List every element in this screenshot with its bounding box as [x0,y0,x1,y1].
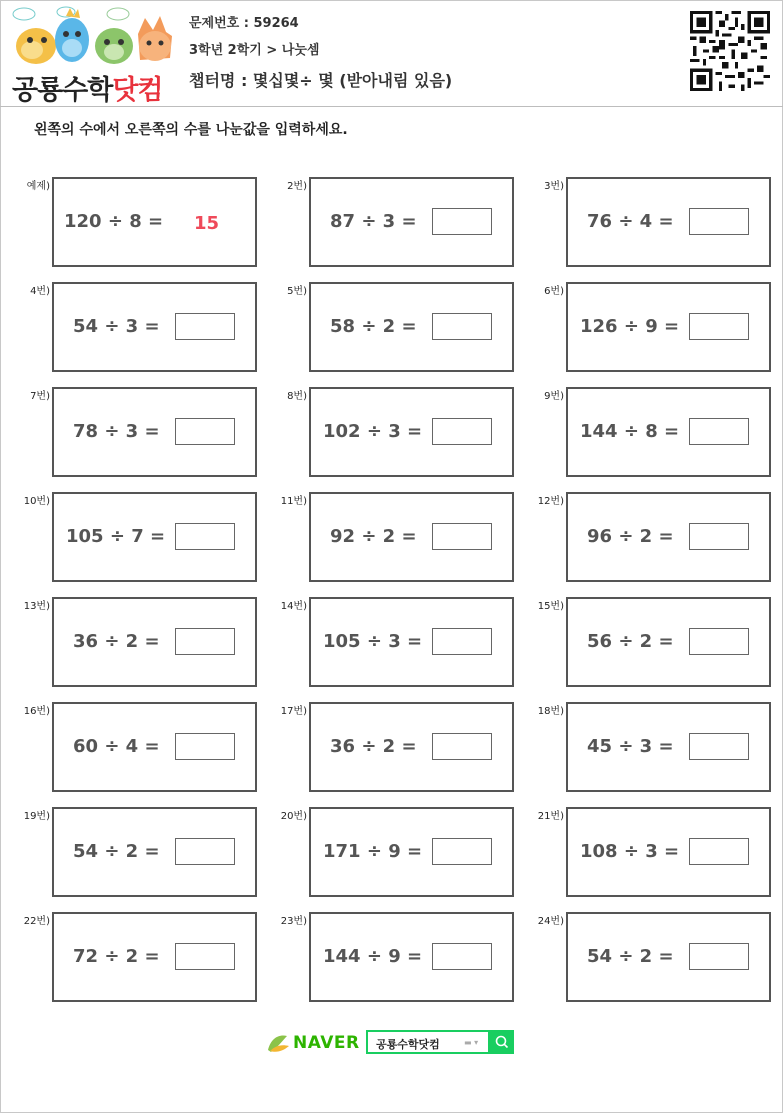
problem-label: 10번) [23,496,50,507]
problem-box [52,492,257,582]
problem-box [566,492,771,582]
problem-card [287,282,514,372]
problem-expression: 72 ÷ 2 = [73,946,160,967]
answer-input[interactable] [432,313,492,340]
logo-text: 공룡수학닷컴 [12,75,163,106]
problem-expression: 144 ÷ 9 = [323,946,423,967]
problem-box [566,807,771,897]
problem-label: 17번) [280,706,307,717]
problem-number: 문제번호 : 59264 [189,16,299,31]
problem-label: 20번) [280,811,307,822]
answer-input[interactable] [689,628,749,655]
problem-card [30,282,257,372]
problem-card [23,702,257,792]
problem-expression: 120 ÷ 8 = [64,211,164,232]
answer-input[interactable] [689,523,749,550]
problem-box [309,597,514,687]
problem-box [52,387,257,477]
problem-label: 13번) [23,601,50,612]
dinosaur-mascots-icon [10,6,175,68]
problem-box [566,282,771,372]
answer-input[interactable] [689,838,749,865]
answer-input[interactable] [432,733,492,760]
problem-expression: 54 ÷ 2 = [73,841,160,862]
problem-label: 예제) [26,181,50,192]
problem-expression: 96 ÷ 2 = [587,526,674,547]
answer-input[interactable] [432,628,492,655]
answer-input[interactable] [175,838,235,865]
search-value: 공룡수학닷컴 [376,1038,440,1051]
problem-box [52,282,257,372]
problem-expression: 45 ÷ 3 = [587,736,674,757]
problem-box [52,177,257,267]
problem-card [287,387,514,477]
problem-expression: 105 ÷ 7 = [66,526,166,547]
problem-box [52,597,257,687]
problem-label: 16번) [23,706,50,717]
problem-card [287,177,514,267]
answer-input[interactable] [689,418,749,445]
answer-input[interactable] [175,628,235,655]
problem-label: 6번) [544,286,564,297]
breadcrumb: 3학년 2학기 > 나눗셈 [189,43,320,58]
answer-input[interactable] [432,208,492,235]
problem-label: 7번) [30,391,50,402]
search-icon [490,1030,514,1054]
answer-input[interactable] [432,943,492,970]
problem-box [52,912,257,1002]
header [0,0,783,107]
problem-box [309,492,514,582]
problem-expression: 102 ÷ 3 = [323,421,423,442]
problem-box [309,702,514,792]
problem-card [26,177,257,267]
problem-card [280,912,514,1002]
problem-card [537,702,771,792]
problem-label: 12번) [537,496,564,507]
problem-box [309,912,514,1002]
problem-card [280,702,514,792]
naver-search-banner [265,1030,515,1056]
problem-box [52,807,257,897]
problem-expression: 105 ÷ 3 = [323,631,423,652]
answer-input[interactable] [175,418,235,445]
site-logo[interactable] [10,6,175,106]
problem-label: 3번) [544,181,564,192]
problem-box [566,177,771,267]
answer-input[interactable] [432,523,492,550]
problem-label: 2번) [287,181,307,192]
problem-expression: 54 ÷ 3 = [73,316,160,337]
problem-expression: 58 ÷ 2 = [330,316,417,337]
problem-expression: 87 ÷ 3 = [330,211,417,232]
problem-box [566,702,771,792]
problem-expression: 60 ÷ 4 = [73,736,160,757]
problem-box [566,387,771,477]
problem-label: 19번) [23,811,50,822]
problem-card [23,597,257,687]
answer-input[interactable] [689,313,749,340]
answer-input[interactable] [689,943,749,970]
problem-card [23,807,257,897]
problem-expression: 126 ÷ 9 = [580,316,680,337]
problem-expression: 76 ÷ 4 = [587,211,674,232]
problem-label: 9번) [544,391,564,402]
problem-card [544,177,771,267]
problem-label: 21번) [537,811,564,822]
problem-expression: 36 ÷ 2 = [73,631,160,652]
naver-logo-text: NAVER [293,1033,360,1053]
problem-label: 23번) [280,916,307,927]
problem-box [566,597,771,687]
problem-box [309,177,514,267]
problem-card [280,597,514,687]
answer-input[interactable] [689,208,749,235]
problem-card [30,387,257,477]
problem-card [537,807,771,897]
problem-label: 14번) [280,601,307,612]
problem-box [309,282,514,372]
naver-search-field[interactable] [366,1030,490,1054]
problem-label: 4번) [30,286,50,297]
problem-card [537,912,771,1002]
problem-label: 8번) [287,391,307,402]
chapter-title: 챕터명 : 몇십몇÷ 몇 (받아내림 있음) [189,71,453,90]
problem-card [23,492,257,582]
problem-label: 22번) [23,916,50,927]
problem-card [23,912,257,1002]
problem-card [544,282,771,372]
keyboard-icon[interactable]: ▬ ▾ [464,1038,479,1047]
problem-expression: 78 ÷ 3 = [73,421,160,442]
problem-expression: 144 ÷ 8 = [580,421,680,442]
problem-label: 18번) [537,706,564,717]
problem-label: 24번) [537,916,564,927]
problem-expression: 54 ÷ 2 = [587,946,674,967]
search-button[interactable] [490,1030,514,1054]
problem-box [309,807,514,897]
problem-card [280,492,514,582]
problem-box [309,387,514,477]
problem-label: 5번) [287,286,307,297]
problem-box [566,912,771,1002]
naver-leaf-icon [265,1030,291,1056]
answer-input[interactable] [175,313,235,340]
qr-code-icon[interactable] [690,10,770,92]
answer-input[interactable] [689,733,749,760]
problem-expression: 171 ÷ 9 = [323,841,423,862]
problem-expression: 56 ÷ 2 = [587,631,674,652]
answer-input[interactable] [175,523,235,550]
problem-label: 11번) [280,496,307,507]
problem-expression: 36 ÷ 2 = [330,736,417,757]
problem-label: 15번) [537,601,564,612]
problem-expression: 108 ÷ 3 = [580,841,680,862]
answer-input[interactable] [432,838,492,865]
answer-input[interactable] [175,943,235,970]
problem-expression: 92 ÷ 2 = [330,526,417,547]
answer-input[interactable] [432,418,492,445]
problem-card [280,807,514,897]
problem-box [52,702,257,792]
problem-card [537,492,771,582]
answer-input[interactable] [175,733,235,760]
problem-card [537,597,771,687]
example-answer: 15 [194,213,220,234]
problem-card [544,387,771,477]
instruction-text: 왼쪽의 수에서 오른쪽의 수를 나눈값을 입력하세요. [34,122,348,138]
